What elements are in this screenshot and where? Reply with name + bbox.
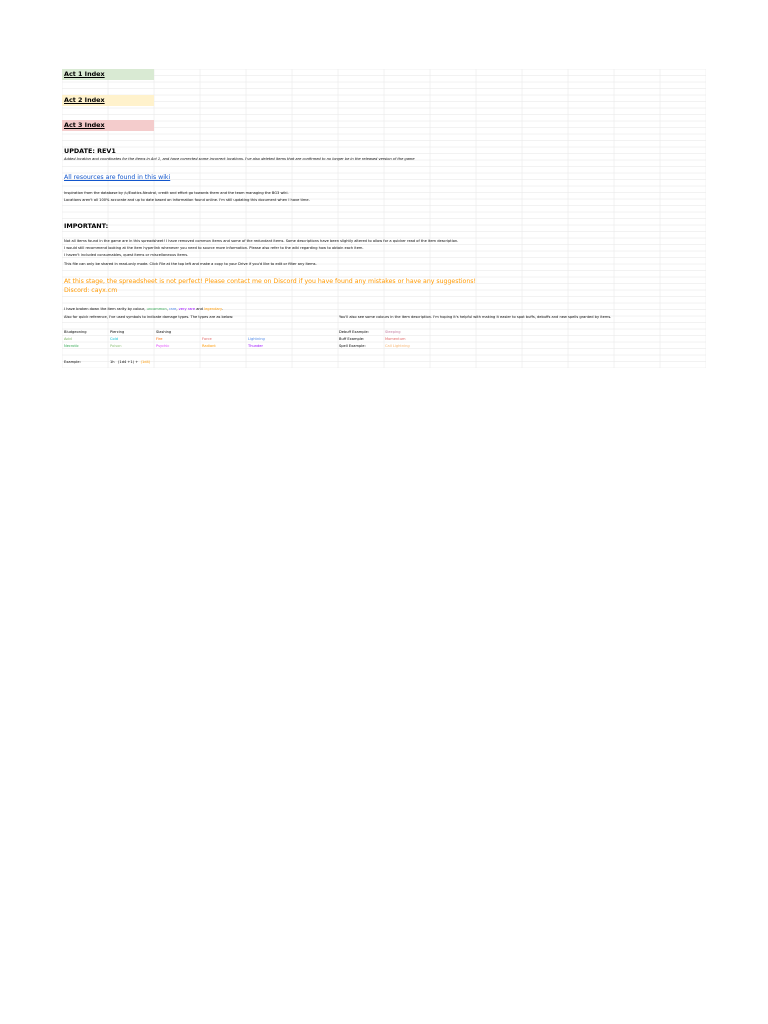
example-type-value: Momentum bbox=[385, 337, 406, 341]
damage-type-psychic: Psychic bbox=[156, 344, 170, 348]
important-line-2: I would still recommend looking at the item hyperlink whenever you need to source more information. Please also refer to the wiki regarding how to obtain each item. bbox=[64, 246, 364, 250]
update-heading: UPDATE: REV1 bbox=[64, 147, 116, 155]
damage-type-necrotic: Necrotic bbox=[64, 344, 79, 348]
damage-type-fire: Fire bbox=[156, 337, 163, 341]
damage-type-poison: Poison bbox=[110, 344, 122, 348]
important-line-3: I haven't included consumables, quest items or miscellaneous items. bbox=[64, 253, 189, 257]
damage-type-thunder: Thunder bbox=[248, 344, 263, 348]
discord-handle: Discord: cayx.cm bbox=[64, 287, 118, 294]
example-type-value: Sleeping bbox=[385, 330, 401, 334]
damage-type-cold: Cold bbox=[110, 337, 118, 341]
wiki-link[interactable]: All resources are found in this wiki bbox=[64, 174, 171, 181]
damage-type-force: Force bbox=[202, 337, 212, 341]
act-2-index-link[interactable]: Act 2 Index bbox=[62, 95, 154, 106]
act-1-index-link[interactable]: Act 1 Index bbox=[62, 69, 154, 80]
rarity-sep: and bbox=[195, 307, 205, 311]
example-type-label: Debuff Example: bbox=[339, 330, 369, 334]
damage-type-radiant: Radiant bbox=[202, 344, 216, 348]
example-type-label: Spell Example: bbox=[339, 344, 366, 348]
important-line-4: This file can only be shared in read-only mode. Click File at the top left and make a copy to your Drive if you'd like to edit or filter any items. bbox=[64, 262, 317, 266]
colours-note: You'll also see some colours in the item description. I'm hoping it's helpful with making it easier to spot buffs, debuffs and new spells granted by items. bbox=[339, 315, 612, 319]
rarity-legendary: legendary bbox=[204, 307, 222, 311]
example-type-value: Call Lightning bbox=[385, 344, 410, 348]
important-line-1: Not all items found in the game are in this spreadsheet! I have removed common items and some of the redundant items. Some descriptions have been slightly altered to allow for a quicker read of the item description. bbox=[64, 239, 459, 243]
example-value bbox=[110, 360, 150, 364]
example-dice: 1h bbox=[110, 360, 115, 364]
rarity-uncommon: uncommon bbox=[146, 307, 167, 311]
rarity-sep: , bbox=[176, 307, 179, 311]
damage-type-bludgeoning: Bludgeoning bbox=[64, 330, 87, 334]
damage-type-lightning: Lightning bbox=[248, 337, 265, 341]
rarity-prefix: I have broken down the item rarity by colour, bbox=[64, 307, 147, 311]
damage-type-acid: Acid bbox=[64, 337, 72, 341]
important-heading: IMPORTANT: bbox=[64, 222, 109, 230]
damage-type-piercing: Piercing bbox=[110, 330, 125, 334]
spreadsheet bbox=[62, 69, 706, 368]
update-note: Added location and coordinates for the items in Act 1, and have corrected some incorrect locations. I've also deleted items that are confirmed to no longer be in the released version of the game bbox=[64, 157, 415, 161]
rarity-very-rare: very rare bbox=[178, 307, 196, 311]
example-formula: (1d4 +1) + bbox=[118, 360, 139, 364]
example-type-label: Buff Example: bbox=[339, 337, 365, 341]
damage-type-slashing: Slashing bbox=[156, 330, 172, 334]
rarity-note bbox=[64, 307, 223, 311]
contact-note: At this stage, the spreadsheet is not perfect! Please contact me on Discord if you have found any mistakes or have any suggestions! bbox=[64, 278, 476, 285]
symbols-note: Also for quick reference, I've used symbols to indicate damage types. The types are as below: bbox=[64, 315, 234, 319]
example-label: Example: bbox=[64, 360, 81, 364]
grid-lines bbox=[62, 69, 706, 368]
example-extra: (1d4) bbox=[140, 360, 151, 364]
rarity-suffix: . bbox=[221, 307, 223, 311]
act-3-index-link[interactable]: Act 3 Index bbox=[62, 120, 154, 131]
rarity-sep: , bbox=[166, 307, 170, 311]
rarity-rare: rare bbox=[169, 307, 177, 311]
credits-line-2: Locations aren't all 100% accurate and up to date based on information found online. I'm still updating this document when I have time. bbox=[64, 198, 310, 202]
credits-line-1: Inspiration from the database by /u/Exotics-Neutral, credit and effort go towards them and the team managing the BG3 wiki. bbox=[64, 191, 289, 195]
